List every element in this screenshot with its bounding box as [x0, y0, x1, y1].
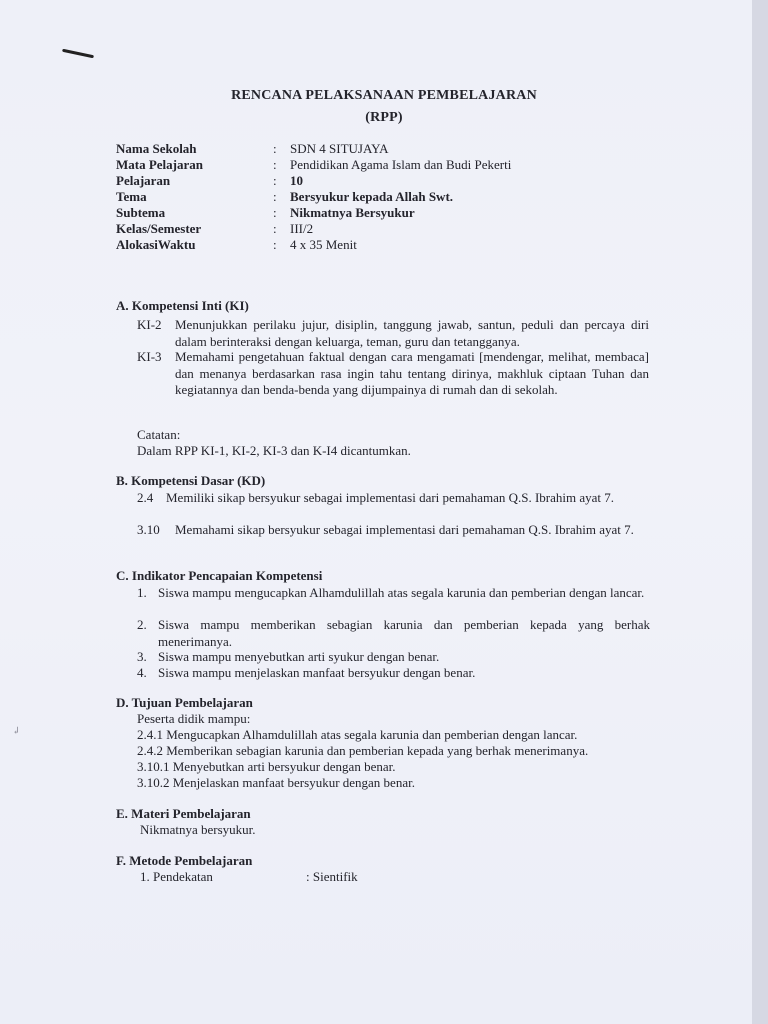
indicator-number: 3. — [137, 649, 147, 664]
identity-value: SDN 4 SITUJAYA — [290, 141, 389, 156]
section-d-heading: D. Tujuan Pembelajaran — [116, 695, 253, 710]
identity-value: 4 x 35 Menit — [290, 237, 357, 252]
material-text: Nikmatnya bersyukur. — [140, 822, 256, 837]
method-value: : Sientifik — [306, 869, 358, 884]
indicator-text: Siswa mampu memberikan sebagian karunia dan pemberian kepada yang berhak menerimanya. — [158, 617, 650, 649]
note-text: Dalam RPP KI-1, KI-2, KI-3 dan K-I4 dicantumkan. — [137, 443, 411, 458]
ki2-text: Menunjukkan perilaku jujur, disiplin, tanggung jawab, santun, peduli dan percaya diri dalam berinteraksi dengan keluarga, teman, guru dan tetangganya. — [175, 317, 649, 349]
objective-item: 3.10.1 Menyebutkan arti bersyukur dengan benar. — [137, 759, 396, 774]
scan-speck: ↲ — [12, 726, 21, 737]
identity-colon: : — [273, 237, 277, 252]
ki2-code: KI-2 — [137, 317, 162, 332]
indicator-text: Siswa mampu mengucapkan Alhamdulillah atas segala karunia dan pemberian dengan lancar. — [158, 585, 645, 600]
objective-item: 2.4.1 Mengucapkan Alhamdulillah atas segala karunia dan pemberian dengan lancar. — [137, 727, 578, 742]
identity-label: Subtema — [116, 205, 166, 220]
identity-colon: : — [273, 205, 277, 220]
kd-code: 3.10 — [137, 522, 160, 537]
indicator-number: 1. — [137, 585, 147, 600]
identity-colon: : — [273, 221, 277, 236]
kd-text: Memiliki sikap bersyukur sebagai implementasi dari pemahaman Q.S. Ibrahim ayat 7. — [166, 490, 615, 505]
identity-colon: : — [273, 157, 277, 172]
indicator-text: Siswa mampu menjelaskan manfaat bersyukur dengan benar. — [158, 665, 476, 680]
identity-label: Tema — [116, 189, 147, 204]
identity-colon: : — [273, 173, 277, 188]
identity-label: AlokasiWaktu — [116, 237, 196, 252]
identity-label: Nama Sekolah — [116, 141, 197, 156]
section-a-heading: A. Kompetensi Inti (KI) — [116, 298, 249, 313]
objective-item: 3.10.2 Menjelaskan manfaat bersyukur dengan benar. — [137, 775, 415, 790]
indicator-text: Siswa mampu menyebutkan arti syukur dengan benar. — [158, 649, 440, 664]
section-c-heading: C. Indikator Pencapaian Kompetensi — [116, 568, 323, 583]
method-label: 1. Pendekatan — [140, 869, 213, 884]
identity-value: III/2 — [290, 221, 314, 236]
identity-colon: : — [273, 189, 277, 204]
section-f-heading: F. Metode Pembelajaran — [116, 853, 253, 868]
ki3-code: KI-3 — [137, 349, 162, 364]
identity-label: Pelajaran — [116, 173, 171, 188]
objective-intro: Peserta didik mampu: — [137, 711, 251, 726]
section-b-heading: B. Kompetensi Dasar (KD) — [116, 473, 266, 488]
page-edge — [752, 0, 768, 1024]
indicator-number: 2. — [137, 617, 147, 632]
identity-value: 10 — [290, 173, 303, 188]
identity-label: Mata Pelajaran — [116, 157, 204, 172]
identity-value: Nikmatnya Bersyukur — [290, 205, 415, 220]
identity-value: Bersyukur kepada Allah Swt. — [290, 189, 454, 204]
identity-value: Pendidikan Agama Islam dan Budi Pekerti — [290, 157, 512, 172]
objective-item: 2.4.2 Memberikan sebagian karunia dan pemberian kepada yang berhak menerimanya. — [137, 743, 589, 758]
identity-colon: : — [273, 141, 277, 156]
section-e-heading: E. Materi Pembelajaran — [116, 806, 251, 821]
kd-text: Memahami sikap bersyukur sebagai implementasi dari pemahaman Q.S. Ibrahim ayat 7. — [175, 522, 634, 537]
document-title: RENCANA PELAKSANAAN PEMBELAJARAN — [231, 88, 537, 103]
ki3-text: Memahami pengetahuan faktual dengan cara mengamati [mendengar, melihat, membaca] dan menanya berdasarkan rasa ingin tahu tentang dirinya, makhluk ciptaan Tuhan dan kegiatannya dan benda-benda yang dijumpainya di rumah dan di sekolah. — [175, 349, 649, 397]
document-subtitle: (RPP) — [365, 110, 403, 125]
note-label: Catatan: — [137, 427, 181, 442]
kd-code: 2.4 — [137, 490, 154, 505]
identity-label: Kelas/Semester — [116, 221, 202, 236]
indicator-number: 4. — [137, 665, 147, 680]
